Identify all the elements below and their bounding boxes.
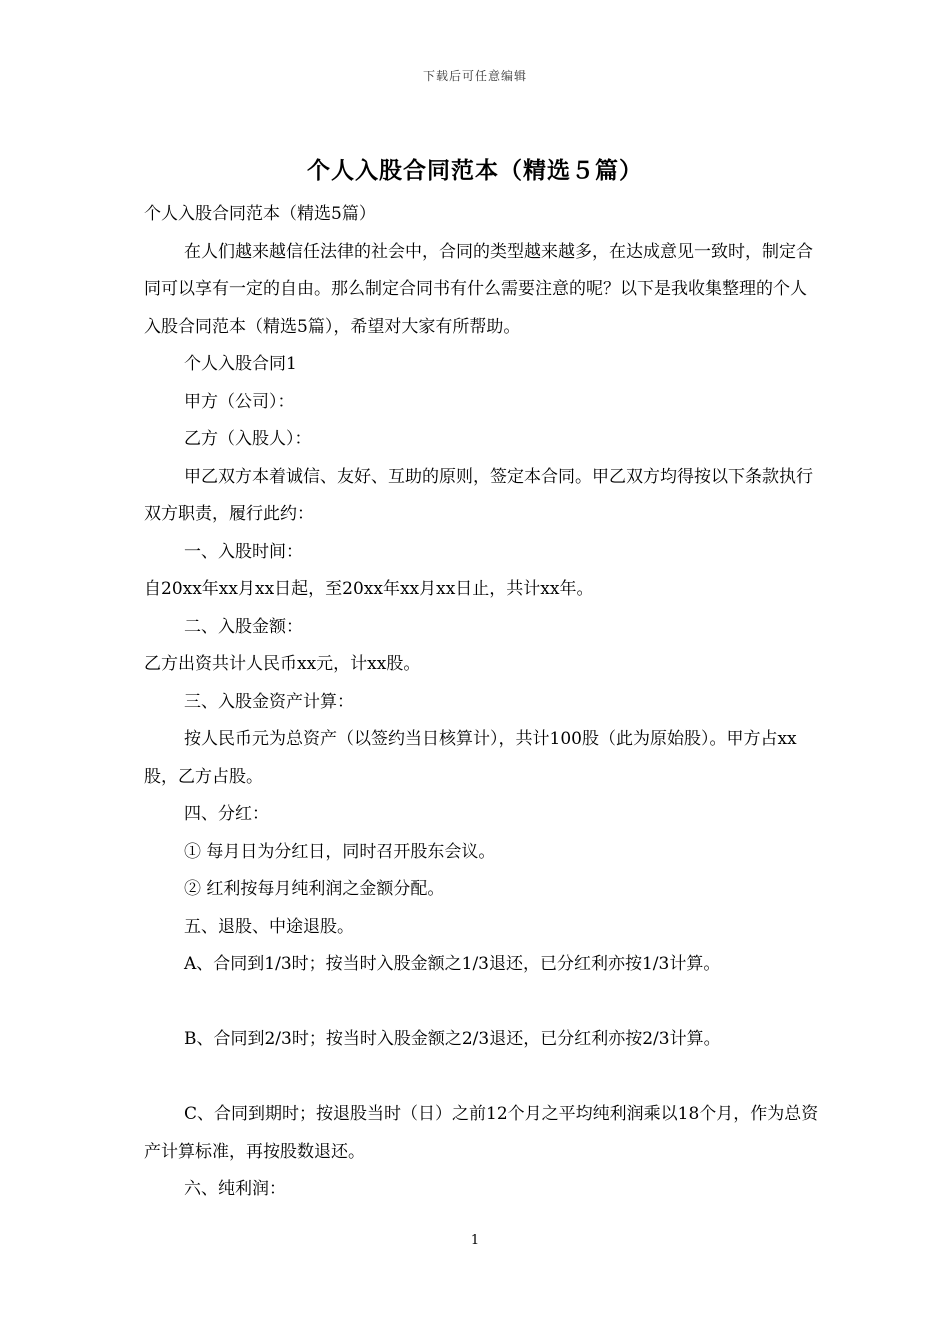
page-number: 1 xyxy=(470,1233,480,1248)
section-3-body: 按人民币元为总资产（以签约当日核算计），共计100股（此为原始股）。甲方占xx股，乙方占股。 xyxy=(144,729,797,787)
section-5-item-b: B、合同到2/3时；按当时入股金额之2/3退还，已分红利亦按2/3计算。 xyxy=(184,1029,721,1049)
document-subtitle: 个人入股合同范本（精选5篇） xyxy=(144,204,376,224)
section-1-title: 一、入股时间： xyxy=(184,541,303,562)
header-note: 下载后可任意编辑 xyxy=(422,69,527,83)
section-5-title: 五、退股、中途退股。 xyxy=(184,916,354,937)
preamble-paragraph: 甲乙双方本着诚信、友好、互助的原则，签定本合同。甲乙双方均得按以下条款执行双方职责，履行此约： xyxy=(144,466,813,524)
section-4-item-1: ① 每月日为分红日，同时召开股东会议。 xyxy=(184,841,496,862)
document-body xyxy=(144,196,820,1209)
section-4-title: 四、分红： xyxy=(184,804,269,824)
party-a-line: 甲方（公司）： xyxy=(184,391,295,412)
section-6-title: 六、纯利润： xyxy=(184,1179,286,1199)
intro-paragraph: 在人们越来越信任法律的社会中，合同的类型越来越多，在达成意见一致时，制定合同可以享有一定的自由。那么制定合同书有什么需要注意的呢？以下是我收集整理的个人入股合同范本（精选5篇），希望对大家有所帮助。 xyxy=(144,241,813,337)
section-1-body: 自20xx年xx月xx日起，至20xx年xx月xx日止，共计xx年。 xyxy=(144,579,594,599)
section-2-body: 乙方出资共计人民币xx元，计xx股。 xyxy=(144,654,421,674)
section-4-item-2: ② 红利按每月纯利润之金额分配。 xyxy=(184,879,445,899)
section-5-item-c: C、合同到期时；按退股当时（日）之前12个月之平均纯利润乘以18个月，作为总资产计算标准，再按股数退还。 xyxy=(144,1104,819,1162)
party-b-line: 乙方（入股人）： xyxy=(184,429,312,449)
section-2-title: 二、入股金额： xyxy=(184,616,303,637)
section-5-item-a: A、合同到1/3时；按当时入股金额之1/3退还，已分红利亦按1/3计算。 xyxy=(184,954,721,974)
section-3-title: 三、入股金资产计算： xyxy=(184,691,354,712)
document-title: 个人入股合同范本（精选５篇） xyxy=(307,158,643,184)
contract-heading: 个人入股合同1 xyxy=(184,354,297,374)
